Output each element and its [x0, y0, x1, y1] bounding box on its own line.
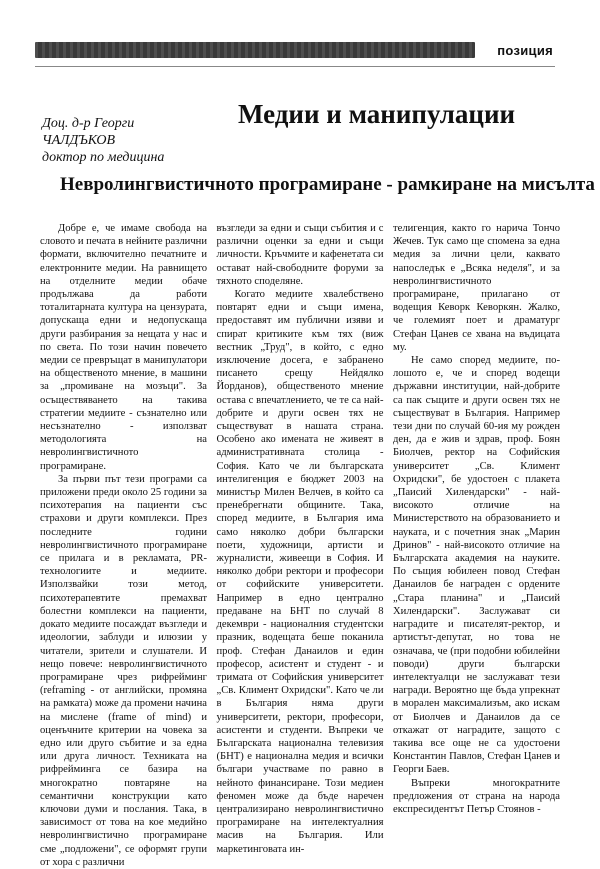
- paragraph: телигенция, както го нарича Тончо Жечев. Тук само ще спомена за една медия за лични цели, каквато напоследък е „Всяка неделя", и за невролингвистичното програмиране, прилагано от водещия Кеворк Кеворкян. Жалко, че големият поет и драматург Стефан Цанев се хвана на въдицата му.: [393, 223, 560, 353]
- author-title: Доц. д-р Георги: [42, 116, 135, 131]
- article-subtitle: Невролингвистичното програмиране - рамкиране на мисълта: [60, 174, 595, 195]
- header-stripe-texture: [35, 42, 475, 58]
- paragraph: Добре е, че имаме свобода на словото и печата в нейните различни формати, включително печатните и електронните медии. На равнището на отделните медии обаче продължава да работи тоталитарната култура на цензурата, допускаща едни и недопускаща други разбирания за нещата у нас и по света. По този начин повечето медии се превръщат в манипулатори на общественото мнение, в машини за „промиване на мозъци". За осъществяването на такива стратегии медиите - съзнателно или несъзнателно - използват методологията на невролингвистичното програмиране.: [40, 223, 207, 472]
- column-1: [40, 222, 207, 868]
- header-divider: [35, 66, 555, 67]
- author-surname: ЧАЛДЪКОВ: [42, 133, 116, 148]
- paragraph: Когато медиите хвалебствено повтарят едни и същи имена, предоставят им публични изяви и спират критиките към тях (виж вестник „Труд", в който, с едно изключение досега, е забранено писането срещу Нейдялко Йорданов), общественото мнение остава с впечатлението, че те са най-добрите и други освен тях не съществуват в нашата страна. Особено ако имената не живеят в административната столица - София. Като че ли българската интелигенция е бюджет 2003 на министър Милен Велчев, в който са пренебрегнати общините. Така, според медиите, в България има само няколко добри български поети, художници, артисти и журналисти, живеещи в София. И няколко добри ректори и професори от софийските университети. Например в едно централно предаване на БНТ по случай 8 декември - националния студентски празник, водещата беше поканила проф. Стефан Данаилов и един професор, асистент и студент - и тримата от Софийския университет „Св. Климент Охридски". Като че ли в България няма други университети, ректори, професори, асистенти и студенти. Въпреки че Българската национална телевизия (БНТ) е национална медия и всички българи участваме по равно в нейното финансиране. Този медиен феномен може да бъде наречен централизирано невролингвистично програмиране на интелектуалния масив на България. Или маркетинговата ин-: [216, 289, 384, 855]
- column-3: [393, 222, 560, 815]
- article-body: [40, 222, 560, 868]
- section-label: позиция: [497, 43, 553, 58]
- paragraph: Въпреки многократните предложения от страна на народа експресидентът Петър Стоянов -: [393, 777, 560, 815]
- author-byline: [42, 115, 222, 166]
- column-2: [216, 222, 384, 855]
- paragraph: възгледи за едни и същи събития и с различни оценки за едни и същи личности. Кръчмите и кафенетата си остават най-свободните форуми за тяхното споделяне.: [216, 223, 384, 287]
- author-degree: доктор по медицина: [42, 150, 165, 165]
- section-header-bar: [35, 40, 553, 62]
- paragraph: Не само според медиите, по-лошото е, че и според водещи държавни институции, най-добрите са пак същите и други освен тях не съществуват в България. Например тези дни по случай 60-ия му рожден ден, да е жив и здрав, проф. Боян Биолчев, ректор на Софийския университет „Св. Климент Охридски", бе удостоен с плакета „Паисий Хилендарски" - най-високото отличие на Министерството на образованието и науката, и с почетния знак „Марин Дринов" - най-високото отличие на Българската академия на науките. По същия юбилеен повод Стефан Данаилов бе награден с ордените „Стара планина" и „Паисий Хилендарски". Заслужават си наградите и писателят-ректор, и артистът-депутат, но това не означава, че (при подобни юбилейни поводи) други български интелектуалци не заслужават тези награди. Вероятно ще бъда упрекнат в морален максимализъм, ако искам от Биолчев и Данаилов да се откажат от наградите, защото с такива все още не са удостоени Константин Павлов, Стефан Цанев и Георги Баев.: [393, 355, 560, 776]
- article-title: Медии и манипулации: [238, 99, 516, 129]
- paragraph: За първи път тези програми са приложени преди около 25 години за психотерапия на пациенти със страхови и други комплекси. През последните години невролингвистичното програмиране се прилага и в рекламата, PR-технологиите и медиите. Използвайки този метод, психотерапевтите премахват болестни комплекси на пациенти, докато медиите посаждат възгледи и идеологии, заблуди и илюзии у читатели, зрители и слушатели. И нещо повече: невролингвистичното програмиране чрез рифрейминг (reframing - от английски, промяна на рамката) може да промени начина на мислене (frame of mind) и оценъчните критерии на човека за едно или друго събитие и за една или друга личност. Техниката на рифрейминга се базира на многократно повтаряне на семантични конструкции като ключови думи и послания. Така, в зависимост от това на кое медийно невролингвистично програмиране сме „подложени", се оформят групи от хора с различни: [40, 473, 207, 868]
